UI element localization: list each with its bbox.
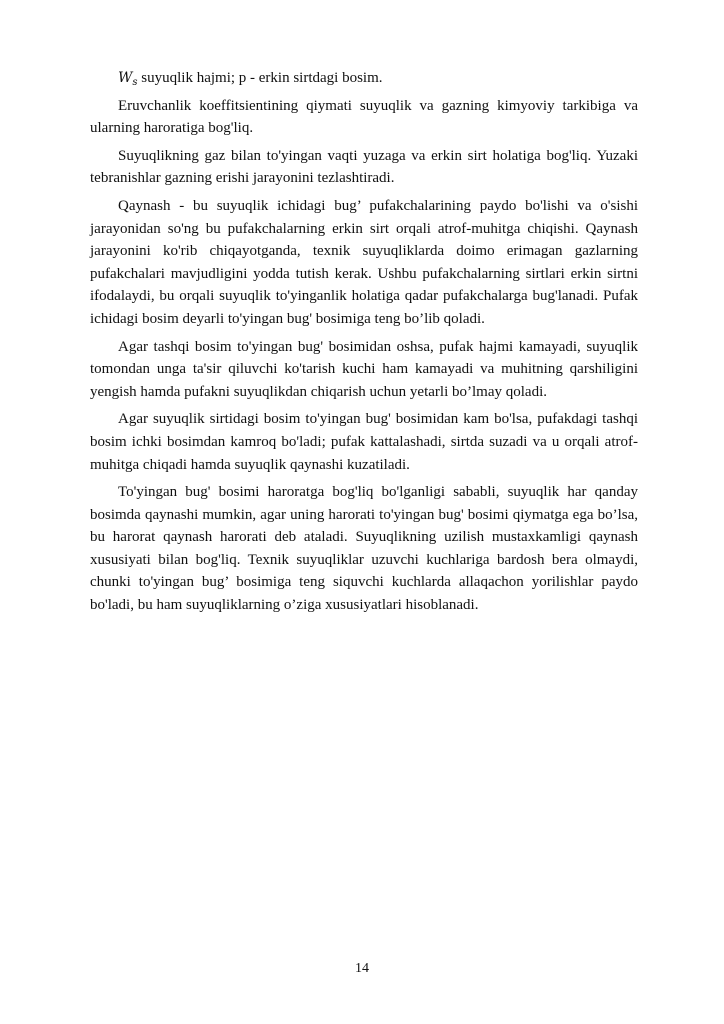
paragraph-saturation: Suyuqlikning gaz bilan to'yingan vaqti yuzaga va erkin sirt holatiga bog'liq. Yuzaki tebranishlar gazning erishi jarayonini tezlashtiradi. <box>90 147 638 187</box>
volume-symbol-letter: W <box>118 70 133 86</box>
paragraph-solubility: Eruvchanlik koeffitsientining qiymati suyuqlik va gazning kimyoviy tarkibiga va ularning haroratiga bog'liq. <box>90 97 638 137</box>
formula-description <box>90 67 638 90</box>
page-content <box>90 67 638 622</box>
volume-symbol <box>118 70 138 86</box>
formula-description-text: suyuqlik hajmi; p - erkin sirtdagi bosim. <box>137 70 383 86</box>
paragraph-boiling-temperature: To'yingan bug' bosimi haroratga bog'liq bo'lganligi sababli, suyuqlik har qanday bosimda qaynashi mumkin, agar uning harorati to'yingan bug' bosimi qiymatga ega bo’lsa, bu harorat qaynash harorati deb ataladi. Suyuqlikning uzilish mustaxkamligi qaynash xususiyati bilan bog'liq. Texnik suyuqliklar uzuvchi kuchlariga bardosh bera olmaydi, chunki to'yingan bug’ bosimiga teng siquvchi kuchlarda allaqachon yorilishlar paydo bo'ladi, bu ham suyuqliklarning o’ziga xususiyatlari hisoblanadi. <box>90 484 638 614</box>
paragraph-low-pressure: Agar suyuqlik sirtidagi bosim to'yingan bug' bosimidan kam bo'lsa, pufakdagi tashqi bosim ichki bosimdan kamroq bo'ladi; pufak kattalashadi, sirtda suzadi va u orqali atrof-muhitga chiqadi hamda suyuqlik qaynashi kuzatiladi. <box>90 411 638 473</box>
paragraph-boiling: Qaynash - bu suyuqlik ichidagi bug’ pufakchalarining paydo bo'lishi va o'sishi jarayonidan so'ng bu pufakchalarning erkin sirt orqali atrof-muhitga chiqishi. Qaynash jarayonini ko'rib chiqayotganda, texnik suyuqliklarda doimo erimagan gazlarning pufakchalari mavjudligini yodda tutish kerak. Ushbu pufakchalarning sirtlari erkin sirtni ifodalaydi, bu orqali suyuqlik to'yinganlik holatiga qadar pufakchalarga bug'lanadi. Pufak ichidagi bosim deyarli to'yingan bug' bosimiga teng bo’lib qoladi. <box>90 197 638 327</box>
paragraph-high-pressure: Agar tashqi bosim to'yingan bug' bosimidan oshsa, pufak hajmi kamayadi, suyuqlik tomondan unga ta'sir qiluvchi ko'tarish kuchi ham kamayadi va muhitning qarshiligini yengish hamda pufakni suyuqlikdan chiqarish uchun yetarli bo’lmay qoladi. <box>90 338 638 400</box>
page-number: 14 <box>355 961 369 976</box>
volume-symbol-subscript: s <box>132 77 138 88</box>
